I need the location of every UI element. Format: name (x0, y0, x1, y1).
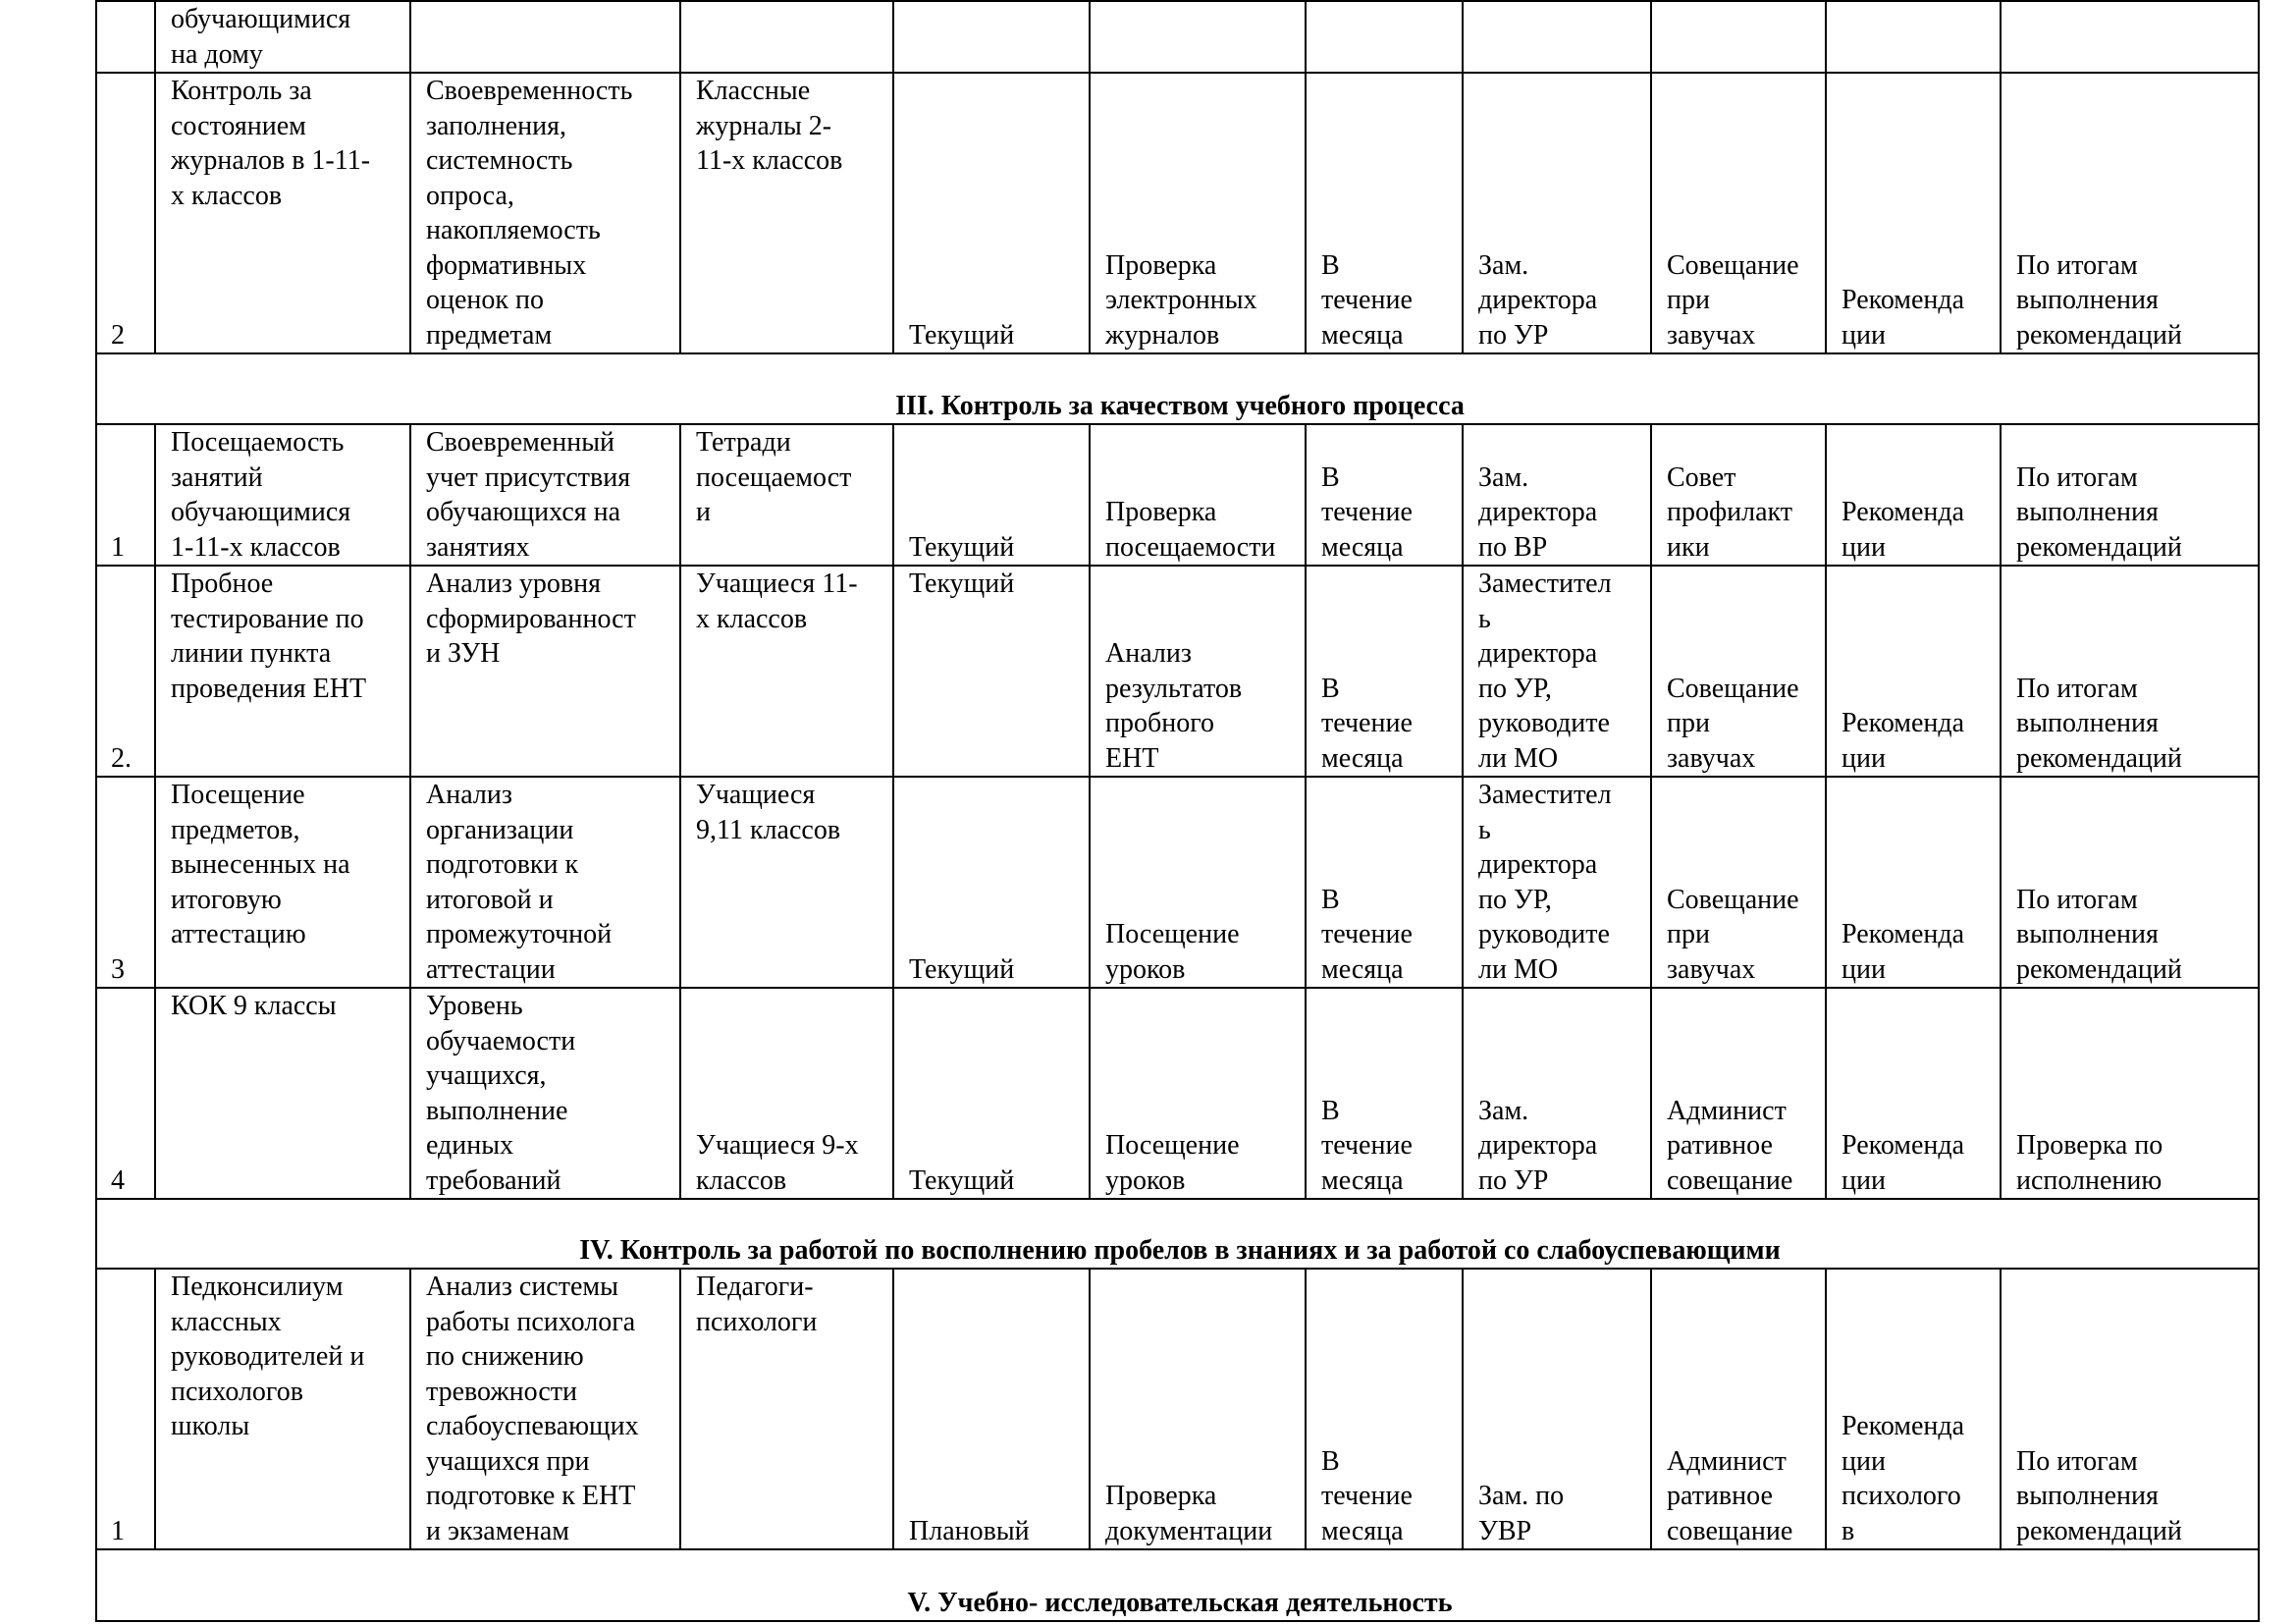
timing-cell: В течение месяца (1306, 777, 1463, 988)
table-row (96, 73, 2259, 353)
table-row (96, 1, 2259, 73)
section-header-row (96, 353, 2259, 424)
responsible-cell: Зам. директора по УР (1463, 988, 1651, 1199)
type-cell: Текущий (893, 424, 1090, 566)
object-cell: Посещение предметов, вынесенных на итоговую аттестацию (155, 777, 410, 988)
section-title: V. Учебно- исследовательская деятельность (96, 1549, 2259, 1621)
table-row (96, 777, 2259, 988)
object-cell: Посещаемость занятий обучающимися 1-11-х классов (155, 424, 410, 566)
type-cell: Текущий (893, 566, 1090, 777)
decision-cell: Рекоменда ции (1826, 424, 2001, 566)
section-header-row (96, 1199, 2259, 1269)
subject-cell: Классные журналы 2- 11-х классов (680, 73, 893, 353)
review-place-cell: Совещание при завучах (1651, 73, 1826, 353)
section-title: III. Контроль за качеством учебного процесса (96, 353, 2259, 424)
object-cell: Контроль за состоянием журналов в 1-11- х классов (155, 73, 410, 353)
section-header-row (96, 1549, 2259, 1621)
type-cell: Текущий (893, 988, 1090, 1199)
decision-cell: Рекоменда ции (1826, 988, 2001, 1199)
goal-cell: Уровень обучаемости учащихся, выполнение единых требований (410, 988, 680, 1199)
timing-cell: В течение месяца (1306, 424, 1463, 566)
review-place-cell: Админист ративное совещание (1651, 1269, 1826, 1549)
followup-cell: По итогам выполнения рекомендаций (2001, 1269, 2259, 1549)
number-cell: 1 (96, 424, 155, 566)
followup-cell: По итогам выполнения рекомендаций (2001, 73, 2259, 353)
goal-cell: Анализ уровня сформированност и ЗУН (410, 566, 680, 777)
method-cell (1090, 1, 1306, 73)
number-cell: 2. (96, 566, 155, 777)
table-row (96, 424, 2259, 566)
followup-cell (2001, 1, 2259, 73)
table-row (96, 566, 2259, 777)
decision-cell (1826, 1, 2001, 73)
object-cell: Пробное тестирование по линии пункта проведения ЕНТ (155, 566, 410, 777)
responsible-cell: Зам. директора по УР (1463, 73, 1651, 353)
responsible-cell: Зам. по УВР (1463, 1269, 1651, 1549)
type-cell: Текущий (893, 777, 1090, 988)
followup-cell: По итогам выполнения рекомендаций (2001, 566, 2259, 777)
number-cell: 4 (96, 988, 155, 1199)
review-place-cell (1651, 1, 1826, 73)
section-title: IV. Контроль за работой по восполнению пробелов в знаниях и за работой со слабоуспевающими (96, 1199, 2259, 1269)
decision-cell: Рекоменда ции (1826, 566, 2001, 777)
review-place-cell: Админист ративное совещание (1651, 988, 1826, 1199)
type-cell: Текущий (893, 73, 1090, 353)
type-cell: Плановый (893, 1269, 1090, 1549)
decision-cell: Рекоменда ции (1826, 777, 2001, 988)
method-cell: Проверка посещаемости (1090, 424, 1306, 566)
goal-cell: Своевременность заполнения, системность опроса, накопляемость формативных оценок по предметам (410, 73, 680, 353)
subject-cell (680, 1, 893, 73)
followup-cell: По итогам выполнения рекомендаций (2001, 424, 2259, 566)
timing-cell: В течение месяца (1306, 566, 1463, 777)
review-place-cell: Совещание при завучах (1651, 777, 1826, 988)
number-cell (96, 1, 155, 73)
method-cell: Проверка электронных журналов (1090, 73, 1306, 353)
followup-cell: Проверка по исполнению (2001, 988, 2259, 1199)
goal-cell: Анализ системы работы психолога по снижению тревожности слабоуспевающих учащихся при подготовке к ЕНТ и экзаменам (410, 1269, 680, 1549)
timing-cell: В течение месяца (1306, 1269, 1463, 1549)
decision-cell: Рекоменда ции (1826, 73, 2001, 353)
number-cell: 1 (96, 1269, 155, 1549)
object-cell: обучающимися на дому (155, 1, 410, 73)
subject-cell: Педагоги- психологи (680, 1269, 893, 1549)
subject-cell: Учащиеся 9,11 классов (680, 777, 893, 988)
table-row (96, 988, 2259, 1199)
responsible-cell: Заместител ь директора по УР, руководите ли МО (1463, 777, 1651, 988)
subject-cell: Учащиеся 11- х классов (680, 566, 893, 777)
goal-cell: Своевременный учет присутствия обучающихся на занятиях (410, 424, 680, 566)
method-cell: Посещение уроков (1090, 777, 1306, 988)
goal-cell (410, 1, 680, 73)
number-cell: 3 (96, 777, 155, 988)
responsible-cell: Заместител ь директора по УР, руководите ли МО (1463, 566, 1651, 777)
method-cell: Анализ результатов пробного ЕНТ (1090, 566, 1306, 777)
object-cell: КОК 9 классы (155, 988, 410, 1199)
responsible-cell: Зам. директора по ВР (1463, 424, 1651, 566)
timing-cell: В течение месяца (1306, 73, 1463, 353)
goal-cell: Анализ организации подготовки к итоговой и промежуточной аттестации (410, 777, 680, 988)
table-row (96, 1269, 2259, 1549)
subject-cell: Учащиеся 9-х классов (680, 988, 893, 1199)
control-plan-table-page (95, 0, 2258, 1624)
number-cell: 2 (96, 73, 155, 353)
method-cell: Проверка документации (1090, 1269, 1306, 1549)
decision-cell: Рекоменда ции психолого в (1826, 1269, 2001, 1549)
timing-cell: В течение месяца (1306, 988, 1463, 1199)
timing-cell (1306, 1, 1463, 73)
control-plan-table (95, 0, 2260, 1622)
object-cell: Педконсилиум классных руководителей и психологов школы (155, 1269, 410, 1549)
type-cell (893, 1, 1090, 73)
followup-cell: По итогам выполнения рекомендаций (2001, 777, 2259, 988)
subject-cell: Тетради посещаемост и (680, 424, 893, 566)
review-place-cell: Совещание при завучах (1651, 566, 1826, 777)
review-place-cell: Совет профилакт ики (1651, 424, 1826, 566)
responsible-cell (1463, 1, 1651, 73)
method-cell: Посещение уроков (1090, 988, 1306, 1199)
